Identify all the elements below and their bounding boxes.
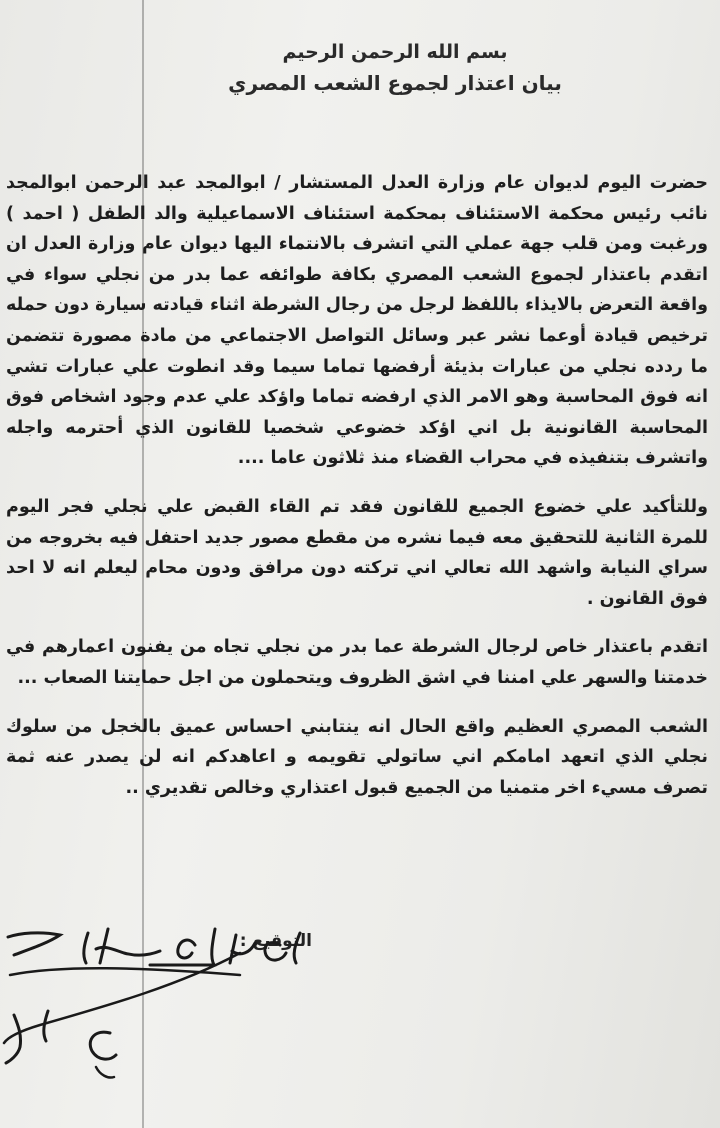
handwritten-signature (0, 915, 720, 1115)
document-title: بيان اعتذار لجموع الشعب المصري (228, 71, 562, 95)
signature-block (0, 915, 720, 1115)
document-header (0, 38, 720, 100)
signature-label: التوقيع : (239, 931, 312, 951)
paragraph-apology-main: حضرت اليوم لديوان عام وزارة العدل المستشار / ابوالمجد عبد الرحمن ابوالمجد نائب رئيس محكمة الاستئناف بمحكمة استئناف الاسماعيلية والد الطفل ( احمد ) ورغبت ومن قلب جهة عملي التي اتشرف بالانتماء اليها ديوان عام وزارة العدل ان اتقدم باعتذار لجموع الشعب المصري بكافة طوائفه عما بدر من نجلي سواء في واقعة التعرض بالايذاء باللفظ لرجل من رجال الشرطة اثناء قيادته سيارة دون حمله ترخيص قيادة أوعما نشر عبر وسائل التواصل الاجتماعي من مادة مصورة تتضمن ما ردده نجلي من عبارات بذيئة أرفضها تماما سيما وقد انطوت علي عبارات تشي انه فوق المحاسبة وهو الامر الذي ارفضه تماما واؤكد علي عدم وجود اشخاص فوق المحاسبة القانونية بل اني اؤكد خضوعي شخصيا للقانون الذي أحترمه واجله واتشرف بتنفيذه في محراب القضاء منذ ثلاثون عاما .... (6, 173, 708, 469)
paragraph-police-apology: اتقدم باعتذار خاص لرجال الشرطة عما بدر من نجلي تجاه من يفنون اعمارهم في خدمتنا والسهر علي امننا في اشق الظروف ويتحملون من اجل حمايتنا الصعاب ... (6, 637, 708, 688)
basmala-heading: بسم الله الرحمن الرحيم (282, 41, 508, 63)
paragraph-closing: الشعب المصري العظيم واقع الحال انه ينتابني احساس عميق بالخجل من سلوك نجلي الذي اتعهد امامكم اني ساتولي تقويمه و اعاهدكم انه لن يصدر عنه ثمة تصرف مسيء اخر متمنيا من الجميع قبول اعتذاري وخالص تقديري .. (6, 716, 708, 798)
document-body (6, 168, 708, 821)
paragraph-law-confirmation: وللتأكيد علي خضوع الجميع للقانون فقد تم القاء القبض علي نجلي فجر اليوم للمرة الثانية للتحقيق معه فيما نشره من مقطع مصور جديد احتفل فيه بخروجه من سراي النيابة واشهد الله تعالي اني تركته دون مرافق ودون محام ليعلم انه لا احد فوق القانون . (6, 496, 708, 609)
